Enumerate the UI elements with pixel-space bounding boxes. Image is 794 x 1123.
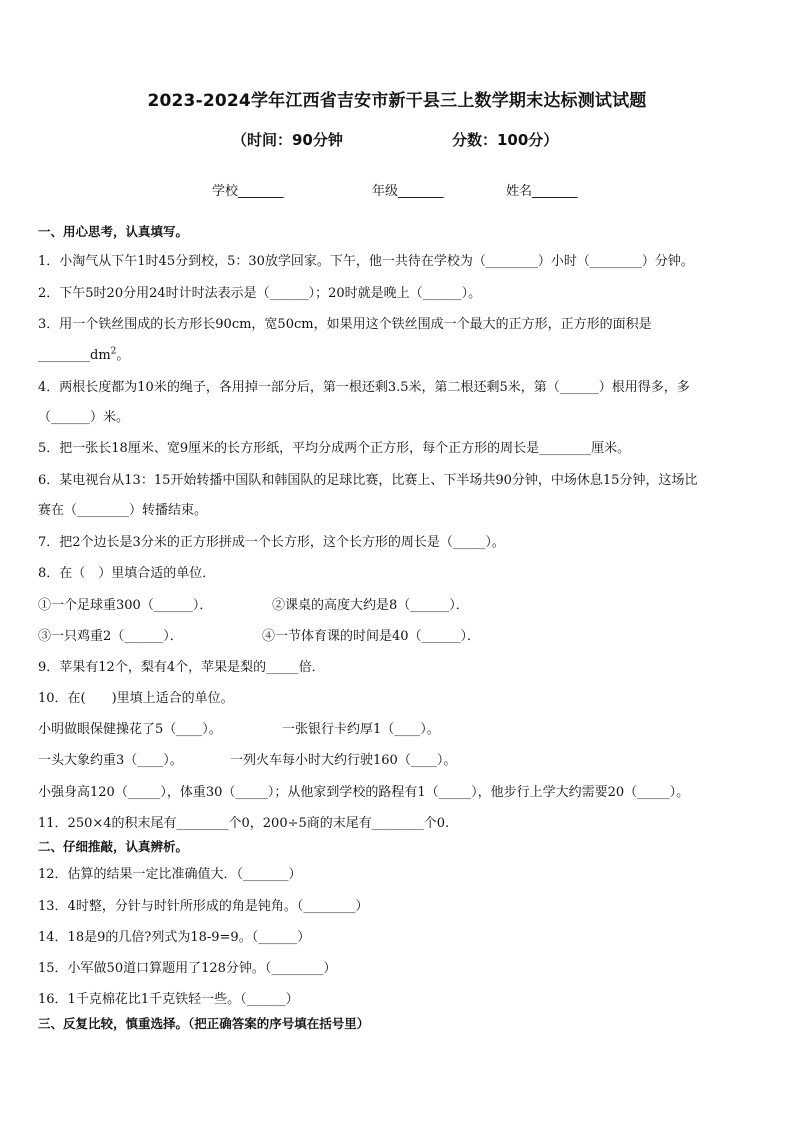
page-title: 2023-2024学年江西省吉安市新干县三上数学期末达标测试试题 bbox=[147, 91, 647, 111]
question-3-blank: ________dm bbox=[38, 348, 111, 363]
section-heading-judge: 二、仔细推敲，认真辨析。 bbox=[38, 839, 189, 854]
grade-field: 年级_______ bbox=[372, 184, 444, 199]
question-15: 15．小军做50道口算题用了128分钟。（________） bbox=[38, 961, 337, 976]
exam-meta bbox=[0, 129, 794, 151]
question-7: 7．把2个边长是3分米的正方形拼成一个长方形，这个长方形的周长是（_____）。 bbox=[38, 535, 505, 550]
question-10-item-4: 一列火车每小时大约行驶160（____）。 bbox=[230, 753, 457, 768]
student-info bbox=[0, 180, 794, 200]
question-8: 8．在（ ）里填合适的单位． bbox=[38, 566, 216, 581]
question-8-item-2: ②课桌的高度大约是8（______）． bbox=[272, 598, 469, 613]
question-8-item-1: ①一个足球重300（______）． bbox=[38, 598, 213, 613]
question-11: 11．250×4的积末尾有________个0，200÷5商的末尾有________个0. bbox=[38, 816, 450, 831]
superscript: 2 bbox=[110, 346, 117, 357]
question-13: 13．4时整，分针与时针所形成的角是钝角。（________） bbox=[38, 899, 369, 914]
question-3-line-1: 3．用一个铁丝围成的长方形长90cm，宽50cm，如果用这个铁丝围成一个最大的正方形，正方形的面积是 bbox=[38, 317, 652, 332]
school-field: 学校_______ bbox=[212, 184, 284, 199]
section-heading-choice: 三、反复比较，慎重选择。（把正确答案的序号填在括号里） bbox=[38, 1016, 370, 1031]
section-heading-fill: 一、用心思考，认真填写。 bbox=[38, 224, 189, 239]
question-2: 2．下午5时20分用24时计时法表示是（______）；20时就是晚上（______）。 bbox=[38, 286, 482, 301]
question-10-item-2: 一张银行卡约厚1（____）。 bbox=[282, 722, 440, 737]
question-10-item-5: 小强身高120（_____），体重30（_____）；从他家到学校的路程有1（_____），他步行上学大约需要20（_____）。 bbox=[38, 785, 690, 800]
question-10-item-3: 一头大象约重3（____）。 bbox=[38, 753, 183, 768]
question-14: 14．18是9的几倍?列式为18-9=9。（______） bbox=[38, 930, 311, 945]
question-3-line-2 bbox=[38, 344, 129, 363]
question-4-line-2: （______）米。 bbox=[38, 410, 130, 425]
question-4-line-1: 4．两根长度都为10米的绳子，各用掉一部分后，第一根还剩3.5米，第二根还剩5米，第（______）根用得多，多 bbox=[38, 380, 690, 395]
time-label: （时间：90分钟 bbox=[232, 131, 343, 149]
question-10: 10．在( )里填上适合的单位。 bbox=[38, 691, 234, 706]
score-label: 分数：100分） bbox=[452, 131, 559, 149]
question-8-item-3: ③一只鸡重2（______）． bbox=[38, 629, 183, 644]
question-1: 1．小淘气从下午1时45分到校，5：30放学回家。下午，他一共待在学校为（________）小时（________）分钟。 bbox=[38, 254, 694, 269]
question-3-end: 。 bbox=[116, 348, 130, 363]
question-5: 5．把一张长18厘米、宽9厘米的长方形纸，平均分成两个正方形，每个正方形的周长是________厘米。 bbox=[38, 441, 631, 456]
question-10-item-1: 小明做眼保健操花了5（____）。 bbox=[38, 722, 222, 737]
question-16: 16．1千克棉花比1千克铁轻一些。（______） bbox=[38, 992, 299, 1007]
question-6-line-2: 赛在（________）转播结束。 bbox=[38, 503, 208, 518]
name-field: 姓名_______ bbox=[506, 184, 578, 199]
question-8-item-4: ④一节体育课的时间是40（______）． bbox=[262, 629, 481, 644]
question-12: 12．估算的结果一定比准确值大．（_______） bbox=[38, 867, 302, 882]
question-6-line-1: 6．某电视台从13：15开始转播中国队和韩国队的足球比赛，比赛上、下半场共90分钟，中场休息15分钟，这场比 bbox=[38, 473, 698, 488]
question-9: 9．苹果有12个，梨有4个，苹果是梨的_____倍． bbox=[38, 660, 325, 675]
